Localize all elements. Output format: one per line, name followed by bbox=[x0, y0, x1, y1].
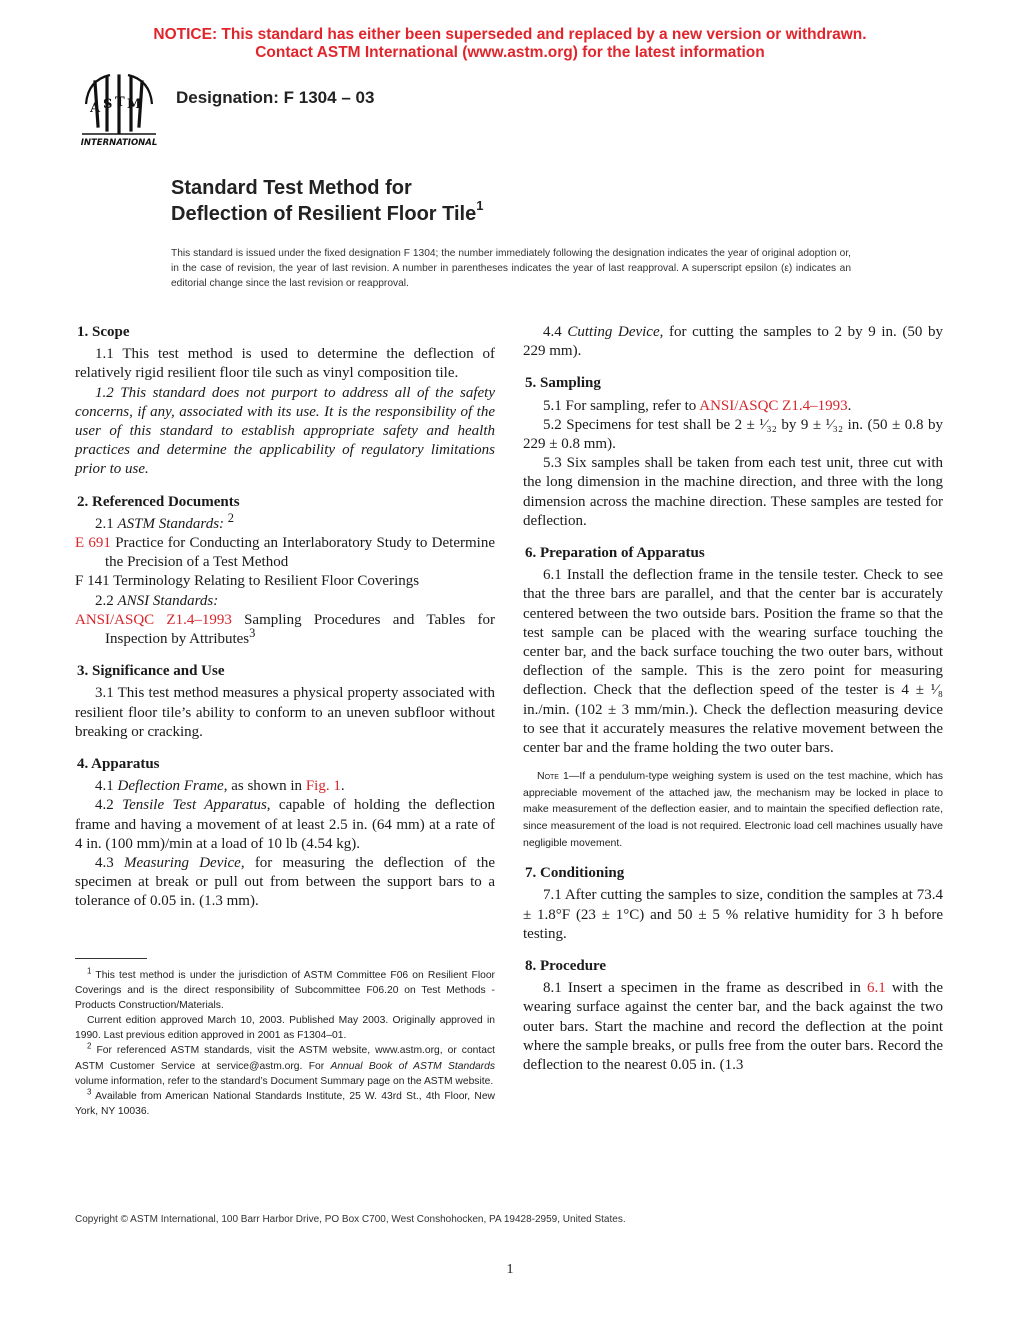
notice-line-1: NOTICE: This standard has either been superseded and replaced by a new version or withdrawn. bbox=[153, 26, 867, 43]
link-ansi-sampling[interactable]: ANSI/ASQC Z1.4–1993 bbox=[699, 397, 848, 414]
right-column bbox=[523, 323, 943, 1075]
para-5-1 bbox=[523, 397, 943, 416]
footnote-2-text-a: For referenced ASTM standards, visit the ASTM website, www.astm.org, or contact ASTM Customer Service at service@astm.org. For bbox=[75, 1045, 495, 1072]
para-5-1-text: 5.1 For sampling, refer to bbox=[543, 397, 700, 414]
note-1 bbox=[523, 768, 943, 851]
para-2-1-label: ASTM Standards: bbox=[117, 515, 225, 532]
para-1-2-text: 1.2 This standard does not purport to address all of the safety concerns, if any, associated with its use. It is the responsibility of the user of this standard to establish appropriate safety and health practices and determine the applicability of regulatory limitations prior to use. bbox=[75, 384, 495, 478]
para-2-2-num: 2.2 bbox=[95, 592, 118, 609]
link-e691[interactable]: E 691 bbox=[75, 535, 111, 552]
para-4-3-label: Measuring Device bbox=[123, 855, 241, 872]
astm-logo-icon bbox=[76, 70, 162, 150]
svg-text:A: A bbox=[90, 101, 101, 116]
footnote-rule bbox=[75, 958, 147, 959]
para-7-1: 7.1 After cutting the samples to size, condition the samples at 73.4 ± 1.8°F (23 ± 1°C) and 50 ± 5 % relative humidity for 3 h before testing. bbox=[523, 887, 943, 942]
para-4-4 bbox=[523, 323, 943, 361]
para-4-1-end: . bbox=[340, 778, 345, 795]
title-footnote-mark: 1 bbox=[476, 198, 484, 214]
para-5-3: 5.3 Six samples shall be taken from each test unit, three cut with the long dimension in the machine direction, and three with the long dimension across the machine direction. These samples are tested for deflection. bbox=[523, 455, 943, 529]
title-line-1: Standard Test Method for bbox=[171, 177, 412, 199]
para-4-3 bbox=[75, 854, 495, 912]
section-heading-procedure: 8. Procedure bbox=[525, 958, 607, 975]
para-4-1-label: Deflection Frame bbox=[117, 778, 224, 795]
footnote-2-italic: Annual Book of ASTM Standards bbox=[330, 1060, 495, 1072]
preamble: This standard is issued under the fixed designation F 1304; the number immediately following the designation indicates the year of original adoption or, in the case of revision, the year of last revision. A number in parentheses indicates the year of last reapproval. A superscript epsilon (ε) indicates an editorial change since the last revision or reapproval. bbox=[171, 248, 851, 289]
footnote-1 bbox=[75, 968, 495, 1013]
para-4-4-text: , for cutting the samples to 2 by 9 in. (50 by 229 mm). bbox=[523, 324, 944, 360]
section-heading-scope: 1. Scope bbox=[77, 324, 130, 340]
title-line-2-text: Deflection of Resilient Floor Tile bbox=[171, 203, 477, 225]
section-heading-referenced-documents: 2. Referenced Documents bbox=[77, 493, 240, 510]
svg-text:M: M bbox=[127, 97, 142, 112]
ref-ansi bbox=[75, 611, 495, 649]
svg-text:T: T bbox=[115, 95, 125, 110]
para-4-2-num: 4.2 bbox=[95, 797, 123, 814]
section-heading-significance: 3. Significance and Use bbox=[77, 663, 225, 680]
footnote-mark-2: 2 bbox=[227, 510, 235, 525]
para-8-1 bbox=[523, 979, 943, 1075]
para-8-1-text: 8.1 Insert a specimen in the frame as described in bbox=[543, 980, 868, 997]
section-heading-conditioning: 7. Conditioning bbox=[525, 865, 625, 882]
link-ansi-ref[interactable]: ANSI/ASQC Z1.4–1993 bbox=[75, 611, 232, 628]
footnote-1-mark: 1 bbox=[87, 966, 92, 976]
note-1-label: Note 1 bbox=[537, 770, 569, 783]
copyright: Copyright © ASTM International, 100 Barr Harbor Drive, PO Box C700, West Conshohocken, PA 19428-2959, United States. bbox=[75, 1214, 626, 1225]
para-4-2 bbox=[75, 796, 495, 854]
note-1-text: —If a pendulum-type weighing system is used on the test machine, which has appreciable movement of the attached jaw, the mechanism may be locked in place to make measurement of the deflection easier, and to maintain the specified deflection rate, since measurement of the load is not required. Electronic load cell machines usually have negligible movement. bbox=[523, 770, 943, 849]
para-4-4-label: Cutting Device bbox=[567, 324, 660, 340]
footnote-3 bbox=[75, 1089, 495, 1119]
para-1-1: 1.1 This test method is used to determine the deflection of relatively rigid resilient floor tile such as vinyl composition tile. bbox=[75, 346, 495, 382]
para-2-1 bbox=[75, 510, 495, 534]
ref-e691 bbox=[75, 534, 495, 572]
footnote-1-text: This test method is under the jurisdiction of ASTM Committee F06 on Resilient Floor Coverings and is the direct responsibility of Subcommittee F06.20 on Test Methods - Products Construction/Materials. bbox=[75, 970, 495, 1012]
logo-text: INTERNATIONAL bbox=[80, 138, 158, 148]
svg-text:S: S bbox=[103, 97, 113, 112]
para-5-2: 5.2 Specimens for test shall be 2 ± ¹⁄₃₂ by 9 ± ¹⁄₃₂ in. (50 ± 0.8 by 229 ± 0.8 mm). bbox=[523, 416, 943, 453]
left-column bbox=[75, 323, 495, 912]
para-4-3-num: 4.3 bbox=[95, 855, 124, 872]
link-fig-1[interactable]: Fig. 1 bbox=[305, 778, 341, 795]
para-2-2 bbox=[75, 592, 495, 611]
footnotes bbox=[75, 968, 495, 1119]
footnote-3-mark: 3 bbox=[87, 1087, 92, 1097]
title-line-2 bbox=[171, 198, 484, 227]
document-title bbox=[171, 175, 483, 227]
page-number: 1 bbox=[506, 1262, 514, 1277]
para-1-2 bbox=[75, 384, 495, 480]
footnote-2 bbox=[75, 1043, 495, 1088]
para-4-4-num: 4.4 bbox=[543, 324, 568, 340]
para-4-1 bbox=[75, 777, 495, 796]
section-heading-sampling: 5. Sampling bbox=[525, 375, 601, 392]
para-2-1-num: 2.1 bbox=[95, 515, 118, 532]
footnote-3-text: Available from American National Standards Institute, 25 W. 43rd St., 4th Floor, New York, NY 10036. bbox=[75, 1090, 495, 1117]
designation: Designation: F 1304 – 03 bbox=[176, 88, 375, 107]
para-4-1-num: 4.1 bbox=[95, 778, 118, 795]
withdrawal-notice bbox=[0, 26, 1020, 62]
footnote-2-text-b: volume information, refer to the standard’s Document Summary page on the ASTM website. bbox=[75, 1075, 494, 1087]
notice-line-2: Contact ASTM International (www.astm.org) for the latest information bbox=[255, 44, 765, 61]
para-5-1-end: . bbox=[847, 397, 852, 414]
para-8-1-end: with the wearing surface against the center bar, and the back against the two outer bars. Start the machine and record the deflection at the point where the sample breaks, or pulls free from the outer bars. Record the deflection to the nearest 0.05 in. (1.3 bbox=[523, 980, 943, 1074]
para-3-1: 3.1 This test method measures a physical property associated with resilient floor tile’s ability to conform to an uneven subfloor without breaking or cracking. bbox=[75, 685, 495, 740]
para-6-1: 6.1 Install the deflection frame in the tensile tester. Check to see that the three bars are parallel, and that the center bar is accurately centered between the two outside bars. Position the frame so that the test sample can be placed with the wearing surface touching the center bar, and the back surface touching the two outer bars, without deflection of the sample. This is the zero point for measuring deflection. Check that the deflection speed of the tester is 4 ± ¹⁄₈ in./min. (102 ± 3 mm/min.). Check the deflection measuring device to see that it accurately measures the relative movement between the center bar and the frame holding the two outer bars. bbox=[523, 567, 943, 757]
para-4-3-text: , for measuring the deflection of the specimen at break or pull out from between the support bars to a tolerance of 0.05 in. (1.3 mm). bbox=[75, 855, 496, 910]
footnote-mark-3: 3 bbox=[249, 626, 256, 641]
para-4-2-text: , capable of holding the deflection frame and having a movement of at least 2.5 in. (64 mm) at a rate of 4 in. (100 mm)/min at a load of 10 lb (4.54 kg). bbox=[75, 797, 495, 852]
para-4-2-label: Tensile Test Apparatus bbox=[122, 797, 267, 814]
ref-f141: F 141 Terminology Relating to Resilient Floor Coverings bbox=[75, 573, 420, 590]
section-heading-apparatus: 4. Apparatus bbox=[77, 756, 160, 773]
para-2-2-label: ANSI Standards: bbox=[117, 592, 219, 609]
para-4-1-text: , as shown in bbox=[223, 778, 306, 795]
footnote-2-mark: 2 bbox=[87, 1042, 92, 1052]
footnote-1b: Current edition approved March 10, 2003. Published May 2003. Originally approved in 1990. Last previous edition approved in 2001 as F1304–01. bbox=[75, 1015, 495, 1042]
link-6-1[interactable]: 6.1 bbox=[867, 980, 886, 997]
ref-ansi-text: Sampling Procedures and Tables for Inspection by Attributes bbox=[105, 611, 495, 648]
ref-e691-text: Practice for Conducting an Interlaboratory Study to Determine the Precision of a Test Method bbox=[105, 535, 495, 571]
section-heading-preparation: 6. Preparation of Apparatus bbox=[525, 545, 705, 562]
